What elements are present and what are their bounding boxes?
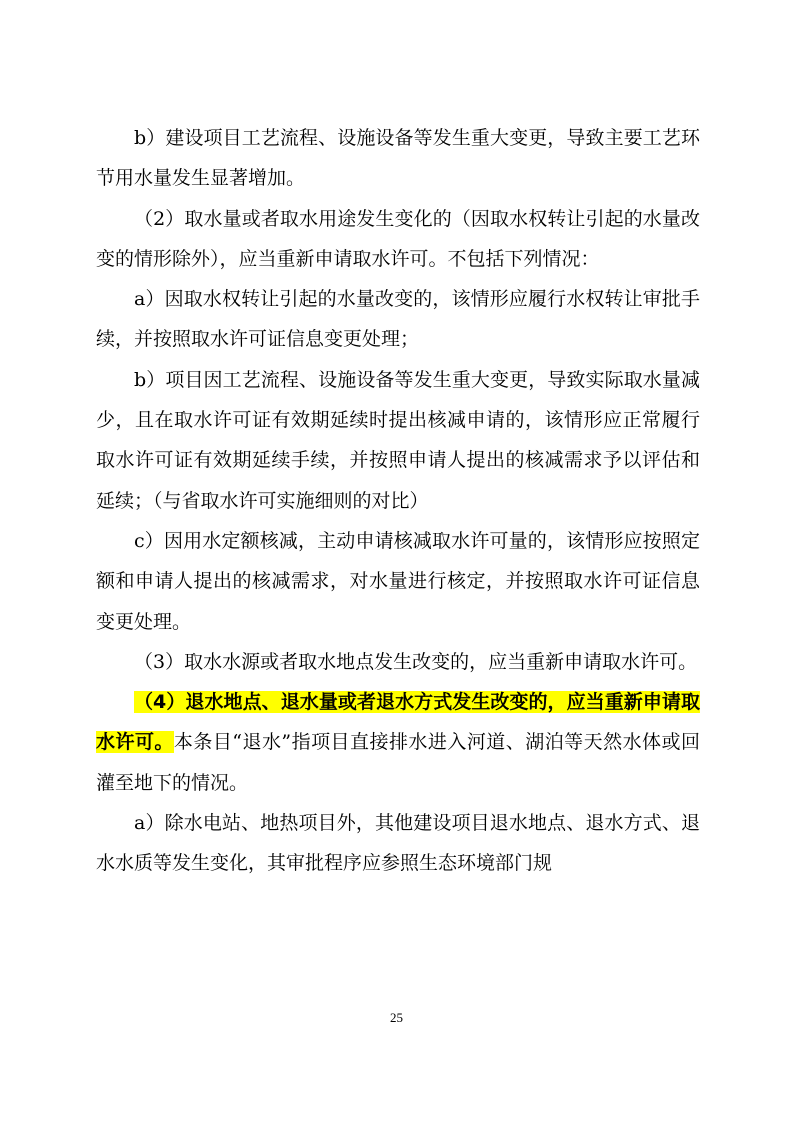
paragraph-4-discharge	[96, 682, 700, 803]
document-body	[96, 118, 700, 884]
paragraph-a-water-rights-transfer: a）因取水权转让引起的水量改变的，该情形应履行水权转让审批手续，并按照取水许可证信息变更处理；	[96, 288, 700, 351]
paragraph-c-quota-reduction: c）因用水定额核减，主动申请核减取水许可量的，该情形应按照定额和申请人提出的核减需求，对水量进行核定，并按照取水许可证信息变更处理。	[96, 529, 700, 633]
paragraph-3-water-source: （3）取水水源或者取水地点发生改变的，应当重新申请取水许可。	[134, 650, 698, 673]
paragraph-b-water-reduction: b）项目因工艺流程、设施设备等发生重大变更，导致实际取水量减少，且在取水许可证有效期延续时提出核减申请的，该情形应正常履行取水许可证有效期延续手续，并按照申请人提出的核减需求予以评估和延续；（与省取水许可实施细则的对比）	[96, 368, 700, 512]
page-number: 25	[390, 1010, 403, 1025]
paragraph-4-explanation: 本条目“退水”指项目直接排水进入河道、湖泊等天然水体或回灌至地下的情况。	[96, 731, 700, 794]
highlighted-clause: （4）退水地点、退水量或者退水方式发生改变的，应当重新申请取水许可。	[96, 691, 700, 754]
paragraph-b-process-change: b）建设项目工艺流程、设施设备等发生重大变更，导致主要工艺环节用水量发生显著增加。	[96, 127, 700, 190]
paragraph-a-discharge-change: a）除水电站、地热项目外，其他建设项目退水地点、退水方式、退水水质等发生变化，其审批程序应参照生态环境部门规	[96, 812, 700, 875]
paragraph-2-water-quantity: （2）取水量或者取水用途发生变化的（因取水权转让引起的水量改变的情形除外），应当重新申请取水许可。不包括下列情况：	[96, 207, 700, 270]
